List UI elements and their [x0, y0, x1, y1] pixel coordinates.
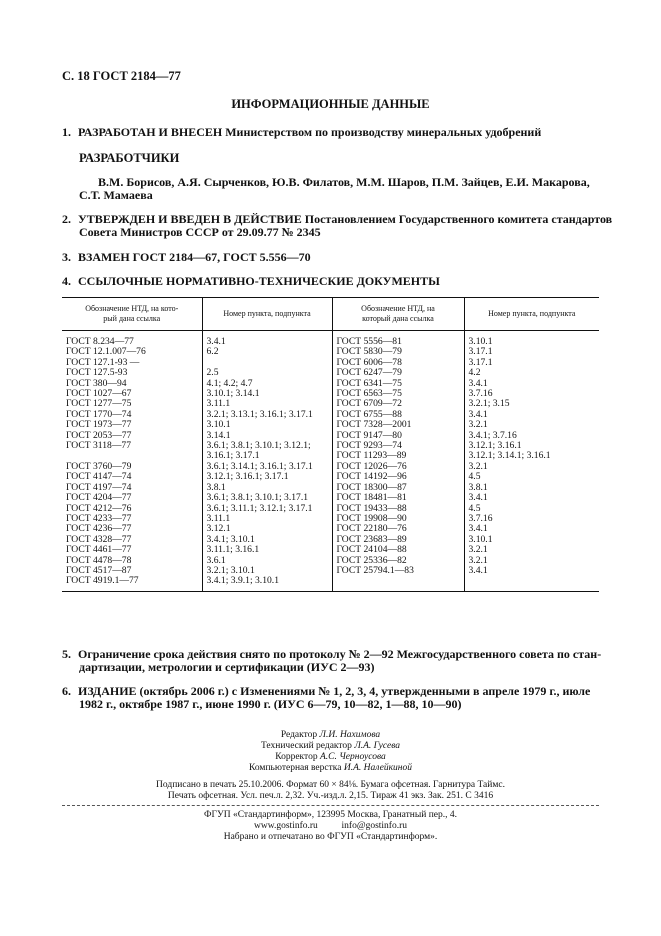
section-text: ССЫЛОЧНЫЕ НОРМАТИВНО-ТЕХНИЧЕСКИЕ ДОКУМЕНТЫ [78, 274, 440, 288]
table-header-cell: Номер пункта, подпункта [464, 298, 599, 331]
page-title: ИНФОРМАЦИОННЫЕ ДАННЫЕ [231, 97, 430, 111]
table-cell-col1: ГОСТ 12.1.007—76 [62, 347, 202, 357]
table-cell-col4 [464, 576, 599, 591]
table-cell-col1: ГОСТ 1770—74 [62, 410, 202, 420]
section-3 [62, 250, 311, 264]
table-cell-col2: 4.1; 4.2; 4.7 [202, 379, 332, 389]
table-cell-col1: ГОСТ 4204—77 [62, 493, 202, 503]
table-cell-col3: ГОСТ 6006—78 [332, 358, 464, 368]
table-cell-col2: 3.10.1; 3.14.1 [202, 389, 332, 399]
table-row [62, 420, 599, 430]
page-header: С. 18 ГОСТ 2184—77 [62, 69, 181, 83]
table-row [62, 535, 599, 545]
table-cell-col4: 4.5 [468, 502, 481, 514]
table-row [62, 347, 599, 357]
table-cell-col4: 3.10.1 [468, 336, 493, 347]
corrector-line: Корректор А.С. Черноусова [275, 752, 386, 762]
table-cell-col1: ГОСТ 4478—78 [62, 556, 202, 566]
table-cell-col2: 2.5 [202, 368, 332, 378]
table-cell-col3: ГОСТ 9147—80 [332, 431, 464, 441]
table-cell-col1: ГОСТ 4233—77 [62, 514, 202, 524]
section-2 [62, 212, 612, 226]
table-cell-col2: 3.11.1 [202, 399, 332, 409]
table-row [62, 358, 599, 368]
table-header-cell: Обозначение НТД, на кото- рый дана ссылка [62, 298, 202, 331]
table-cell-col1: ГОСТ 8.234—77 [62, 331, 202, 348]
table-cell-col3: ГОСТ 18481—81 [332, 493, 464, 503]
table-header-cell: Номер пункта, подпункта [202, 298, 332, 331]
section-number: 3. [62, 250, 71, 264]
table-row [62, 566, 599, 576]
table-cell-col3: ГОСТ 6709—72 [332, 399, 464, 409]
table-cell-col3: ГОСТ 11293—89 [332, 451, 464, 461]
publisher-line-3: Набрано и отпечатано во ФГУП «Стандартинформ». [223, 832, 438, 842]
table-cell-col4: 3.7.16 [468, 388, 493, 400]
section-text: УТВЕРЖДЕН И ВВЕДЕН В ДЕЙСТВИЕ Постановлением Государственного комитета стандартов [78, 212, 613, 226]
table-cell-col4: 3.4.1; 3.7.16 [468, 429, 517, 441]
print-line-1: Подписано в печать 25.10.2006. Формат 60 × 84⅛. Бумага офсетная. Гарнитура Таймс. [156, 780, 505, 790]
table-cell-col3: ГОСТ 18300—87 [332, 483, 464, 493]
table-cell-col2: 3.6.1; 3.11.1; 3.12.1; 3.17.1 [202, 504, 332, 514]
table-cell-col2: 3.4.1; 3.10.1 [202, 535, 332, 545]
table-cell-col3: ГОСТ 5830—79 [332, 347, 464, 357]
table-header-row [62, 298, 599, 331]
print-details [0, 780, 661, 802]
table-cell-col4: 4.5 [468, 471, 481, 483]
table-cell-col4: 3.2.1 [468, 554, 488, 566]
table-row [62, 389, 599, 399]
table-row [62, 462, 599, 472]
section-6-line-2: 1982 г., октябре 1987 г., июне 1990 г. (ИУС 6—79, 10—82, 1—88, 10—90) [79, 697, 462, 711]
table-cell-col1: ГОСТ 127.1-93 — [62, 358, 202, 368]
table-cell-col2: 6.2 [202, 347, 332, 357]
table-cell-col2: 3.6.1; 3.14.1; 3.16.1; 3.17.1 [202, 462, 332, 472]
table-row [62, 451, 599, 461]
table-cell-col4: 3.8.1 [468, 481, 488, 493]
publisher-line-1: ФГУП «Стандартинформ», 123995 Москва, Гранатный пер., 4. [203, 810, 458, 820]
table-cell-col1: ГОСТ 380—94 [62, 379, 202, 389]
table-cell-col1: ГОСТ 4212—76 [62, 504, 202, 514]
section-6 [62, 684, 590, 698]
table-cell-col4: 3.2.1 [468, 460, 488, 472]
section-5 [62, 647, 601, 661]
table-row [62, 483, 599, 493]
table-row [62, 399, 599, 409]
section-text: Ограничение срока действия снято по протоколу № 2—92 Межгосударственного совета по стан- [78, 647, 602, 661]
table-cell-col1: ГОСТ 4461—77 [62, 545, 202, 555]
table-row [62, 514, 599, 524]
table-row [62, 524, 599, 534]
table-cell-col1: ГОСТ 4517—87 [62, 566, 202, 576]
table-cell-col3: ГОСТ 6247—79 [332, 368, 464, 378]
table-cell-col3: ГОСТ 12026—76 [332, 462, 464, 472]
table-cell-col4: 4.2 [468, 367, 481, 379]
table-cell-col2: 3.8.1 [202, 483, 332, 493]
table-cell-col2: 3.12.1 [202, 524, 332, 534]
table-cell-col4: 3.4.1 [468, 377, 488, 389]
table-cell-col3: ГОСТ 25794.1—83 [332, 566, 464, 576]
table-cell-col1: ГОСТ 1277—75 [62, 399, 202, 409]
table-cell-col2: 3.4.1 [202, 331, 332, 348]
table-cell-col4: 3.17.1 [468, 346, 493, 358]
table-cell-col3 [332, 576, 464, 591]
table-cell-col2: 3.12.1; 3.16.1; 3.17.1 [202, 472, 332, 482]
table-cell-col1: ГОСТ 4328—77 [62, 535, 202, 545]
table-row [62, 368, 599, 378]
section-2-line-2: Совета Министров СССР от 29.09.77 № 2345 [79, 225, 321, 239]
divider [62, 805, 599, 806]
table-cell-col4: 3.4.1 [468, 523, 488, 535]
section-number: 4. [62, 274, 71, 288]
section-number: 5. [62, 647, 71, 661]
table-cell-col4: 3.12.1; 3.14.1; 3.16.1 [468, 450, 551, 462]
table-cell-col1: ГОСТ 127.5-93 [62, 368, 202, 378]
table-cell-col1: ГОСТ 3118—77 [62, 441, 202, 451]
table-cell-col2: 3.16.1; 3.17.1 [202, 451, 332, 461]
table-header-cell: Обозначение НТД, на который дана ссылка [332, 298, 464, 331]
table-cell-col3: ГОСТ 6341—75 [332, 379, 464, 389]
publisher-info [0, 810, 661, 843]
table-cell-col3: ГОСТ 22180—76 [332, 524, 464, 534]
table-row [62, 331, 599, 348]
table-cell-col3: ГОСТ 7328—2001 [332, 420, 464, 430]
table-row [62, 379, 599, 389]
developers-line-2: С.Т. Мамаева [79, 188, 153, 202]
section-text: ВЗАМЕН ГОСТ 2184—67, ГОСТ 5.556—70 [78, 250, 311, 264]
editor-line: Редактор Л.И. Нахимова [280, 730, 381, 740]
section-number: 2. [62, 212, 71, 226]
section-1 [62, 125, 541, 139]
table-cell-col2: 3.2.1; 3.13.1; 3.16.1; 3.17.1 [202, 410, 332, 420]
table-cell-col3: ГОСТ 5556—81 [332, 331, 464, 348]
table-cell-col3: ГОСТ 19908—90 [332, 514, 464, 524]
table-cell-col3: ГОСТ 25336—82 [332, 556, 464, 566]
table-cell-col2: 3.14.1 [202, 431, 332, 441]
table-cell-col1: ГОСТ 4147—74 [62, 472, 202, 482]
table-cell-col1: ГОСТ 1973—77 [62, 420, 202, 430]
table-cell-col3: ГОСТ 9293—74 [332, 441, 464, 451]
table-cell-col4: 3.12.1; 3.16.1 [468, 440, 522, 452]
section-number: 6. [62, 684, 71, 698]
table-cell-col4: 3.2.1 [468, 419, 488, 431]
table-cell-col3: ГОСТ 14192—96 [332, 472, 464, 482]
table-cell-col1: ГОСТ 4919.1—77 [62, 576, 202, 591]
imprint-credits [0, 730, 661, 774]
table-cell-col4: 3.4.1 [468, 492, 488, 504]
table-cell-col4: 3.2.1; 3.15 [468, 398, 510, 410]
table-cell-col1: ГОСТ 4197—74 [62, 483, 202, 493]
table-cell-col2: 3.10.1 [202, 420, 332, 430]
table-cell-col2 [202, 358, 332, 368]
publisher-line-2: www.gostinfo.ru info@gostinfo.ru [254, 821, 407, 831]
table-cell-col2: 3.2.1; 3.10.1 [202, 566, 332, 576]
section-text: РАЗРАБОТАН И ВНЕСЕН Министерством по производству минеральных удобрений [78, 125, 542, 139]
table-row [62, 472, 599, 482]
table-cell-col4: 3.4.1 [468, 408, 488, 420]
table-row [62, 504, 599, 514]
table-cell-col1: ГОСТ 4236—77 [62, 524, 202, 534]
table-cell-col3: ГОСТ 24104—88 [332, 545, 464, 555]
table-row [62, 556, 599, 566]
section-5-line-2: дартизации, метрологии и сертификации (ИУС 2—93) [79, 660, 375, 674]
table-cell-col4: 3.4.1 [468, 564, 488, 576]
print-line-2: Печать офсетная. Усл. печ.л. 2,32. Уч.-изд.л. 2,15. Тираж 41 экз. Зак. 251. С 3416 [167, 791, 494, 801]
table-cell-col3: ГОСТ 6755—88 [332, 410, 464, 420]
table-cell-col2: 3.11.1; 3.16.1 [202, 545, 332, 555]
table-cell-col3: ГОСТ 6563—75 [332, 389, 464, 399]
table-cell-col4: 3.2.1 [468, 544, 488, 556]
section-text: ИЗДАНИЕ (октябрь 2006 г.) с Изменениями № 1, 2, 3, 4, утвержденными в апреле 1979 г., июле [78, 684, 591, 698]
tech-editor-line: Технический редактор Л.А. Гусева [260, 741, 401, 751]
table-cell-col1: ГОСТ 1027—67 [62, 389, 202, 399]
table-cell-col2: 3.6.1; 3.8.1; 3.10.1; 3.12.1; [202, 441, 332, 451]
layout-line: Компьютерная верстка И.А. Налейкиной [249, 763, 412, 773]
table-cell-col2: 3.6.1; 3.8.1; 3.10.1; 3.17.1 [202, 493, 332, 503]
table-cell-col3: ГОСТ 19433—88 [332, 504, 464, 514]
table-row [62, 410, 599, 420]
table-cell-col4: 3.17.1 [468, 356, 493, 368]
table-row [62, 545, 599, 555]
table-row [62, 576, 599, 591]
table-cell-col1: ГОСТ 2053—77 [62, 431, 202, 441]
table-cell-col2: 3.4.1; 3.9.1; 3.10.1 [202, 576, 332, 591]
section-number: 1. [62, 125, 71, 139]
table-cell-col1: ГОСТ 3760—79 [62, 462, 202, 472]
table-cell-col2: 3.11.1 [202, 514, 332, 524]
section-4 [62, 274, 440, 288]
table-cell-col4: 3.7.16 [468, 512, 493, 524]
reference-documents-table [62, 297, 599, 592]
table-cell-col2: 3.6.1 [202, 556, 332, 566]
table-cell-col4: 3.10.1 [468, 533, 493, 545]
table-cell-col3: ГОСТ 23683—89 [332, 535, 464, 545]
developers-heading: РАЗРАБОТЧИКИ [79, 151, 180, 165]
table-row [62, 493, 599, 503]
developers-line-1: В.М. Борисов, А.Я. Сырченков, Ю.В. Филатов, М.М. Шаров, П.М. Зайцев, Е.И. Макарова, [98, 175, 590, 189]
